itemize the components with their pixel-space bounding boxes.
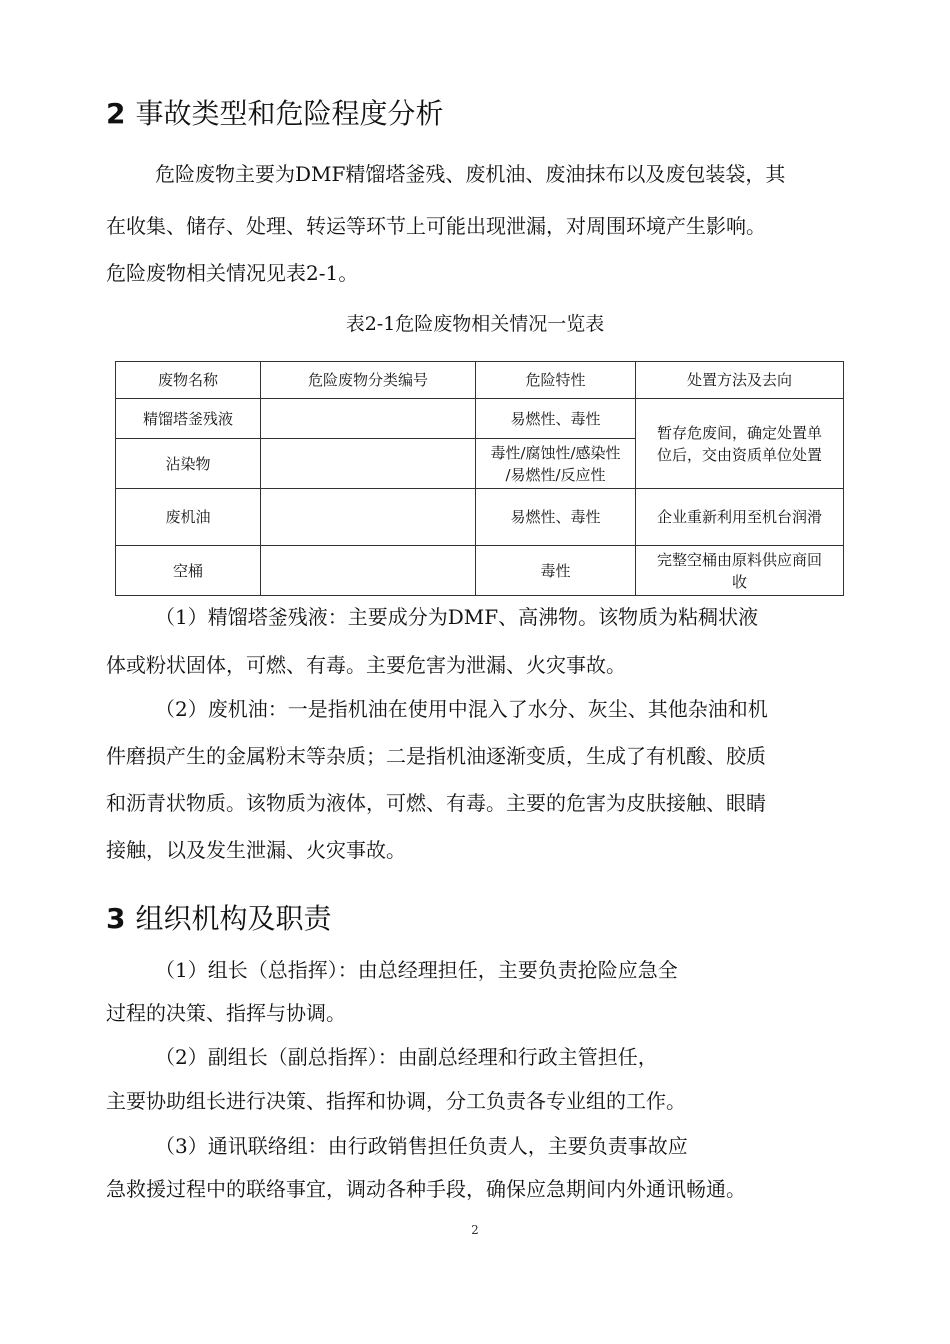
hazard-line: /易燃性/反应性 <box>505 465 606 484</box>
paragraph-line: 接触，以及发生泄漏、火灾事故。 <box>106 838 406 862</box>
table-row <box>116 546 844 596</box>
disposal-cell <box>636 399 844 489</box>
hazard-cell: 毒性 <box>476 546 636 596</box>
waste-name-cell: 废机油 <box>116 489 261 546</box>
table-caption: 表2-1危险废物相关情况一览表 <box>345 313 605 335</box>
paragraph-line: （3）通讯联络组：由行政销售担任负责人，主要负责事故应 <box>155 1134 688 1158</box>
section-3-heading <box>106 902 332 936</box>
page-number: 2 <box>471 1223 479 1237</box>
header-cell: 废物名称 <box>116 362 261 399</box>
paragraph-line: 和沥青状物质。该物质为液体，可燃、有毒。主要的危害为皮肤接触、眼睛 <box>106 791 766 815</box>
paragraph-line: （2）副组长（副总指挥）：由副总经理和行政主管担任， <box>155 1045 658 1069</box>
disposal-cell: 企业重新利用至机台润滑 <box>636 489 844 546</box>
table-row <box>116 399 844 439</box>
paragraph-line: 急救援过程中的联络事宜，调动各种手段，确保应急期间内外通讯畅通。 <box>106 1177 746 1201</box>
disposal-line: 位后，交由资质单位处置 <box>656 445 822 464</box>
section-2-number: 2 <box>106 97 126 130</box>
waste-name-cell: 精馏塔釜残液 <box>116 399 261 439</box>
disposal-cell <box>636 546 844 596</box>
header-cell: 危险废物分类编号 <box>261 362 476 399</box>
paragraph-line: 危险废物主要为DMF精馏塔釜残、废机油、废油抹布以及废包装袋，其 <box>155 162 786 186</box>
hazard-line: 毒性/腐蚀性/感染性 <box>490 443 621 462</box>
paragraph-line: （1）精馏塔釜残液：主要成分为DMF、高沸物。该物质为粘稠状液 <box>155 605 759 629</box>
paragraph-line: 过程的决策、指挥与协调。 <box>106 1001 346 1025</box>
hazard-cell: 易燃性、毒性 <box>476 399 636 439</box>
section-3-number: 3 <box>106 902 126 935</box>
header-cell: 危险特性 <box>476 362 636 399</box>
section-3-title: 组织机构及职责 <box>135 902 332 935</box>
paragraph-line: 件磨损产生的金属粉末等杂质；二是指机油逐渐变质，生成了有机酸、胶质 <box>106 744 766 768</box>
waste-code-cell <box>261 489 476 546</box>
disposal-line: 收 <box>731 572 747 591</box>
waste-code-cell <box>261 439 476 489</box>
paragraph-line: 在收集、储存、处理、转运等环节上可能出现泄漏，对周围环境产生影响。 <box>106 214 766 238</box>
table-row <box>116 489 844 546</box>
paragraph-line: 危险废物相关情况见表2-1。 <box>106 261 359 285</box>
hazardous-waste-table <box>115 361 844 596</box>
paragraph-line: 体或粉状固体，可燃、有毒。主要危害为泄漏、火灾事故。 <box>106 653 626 677</box>
section-2-heading <box>106 97 444 131</box>
paragraph-line: （2）废机油：一是指机油在使用中混入了水分、灰尘、其他杂油和机 <box>155 697 768 721</box>
disposal-line: 暂存危废间，确定处置单 <box>656 423 822 442</box>
hazard-cell: 易燃性、毒性 <box>476 489 636 546</box>
waste-code-cell <box>261 546 476 596</box>
hazard-cell <box>476 439 636 489</box>
waste-name-cell: 沾染物 <box>116 439 261 489</box>
disposal-line: 完整空桶由原料供应商回 <box>656 550 822 569</box>
waste-code-cell <box>261 399 476 439</box>
waste-name-cell: 空桶 <box>116 546 261 596</box>
header-cell: 处置方法及去向 <box>636 362 844 399</box>
table-header-row <box>116 362 844 399</box>
section-2-title: 事故类型和危险程度分析 <box>135 97 444 130</box>
paragraph-line: （1）组长（总指挥）：由总经理担任，主要负责抢险应急全 <box>155 958 678 982</box>
paragraph-line: 主要协助组长进行决策、指挥和协调，分工负责各专业组的工作。 <box>106 1089 686 1113</box>
